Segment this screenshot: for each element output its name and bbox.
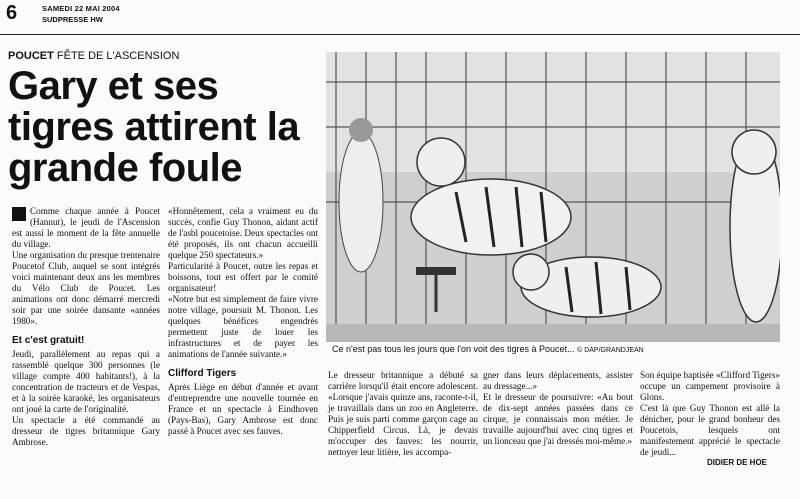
body-paragraph: Un spectacle a été commandé au dresseur de tigres britannique Gary Ambrose. (12, 415, 160, 447)
issue-date: SAMEDI 22 MAI 2004 (42, 4, 120, 13)
subheading-clifford-tigers: Clifford Tigers (168, 368, 237, 379)
lead-paragraph (12, 206, 160, 250)
lead-marker (12, 207, 26, 221)
body-paragraph: Jeudi, parallèlement au repas qui a rassemblé quelque 300 personnes (le village compte 400 habitants!), à la concentration de tracteurs et de Vespas, et à la soirée karaoké, les organisateurs ont joué la carte de l'originalité. (12, 349, 160, 414)
rubric-location: POUCET (8, 50, 54, 62)
lead-text: Comme chaque année à Poucet (Hannut), le jeudi de l'Ascension est aussi le moment de la fête annuelle du village. (12, 206, 160, 249)
body-paragraph: Le dresseur britannique a débuté sa carrière lorsqu'il était encore adolescent. «Lorsque j'avais quinze ans, raconte-t-il, je travaillais dans un zoo en Angleterre. Puis je suis parti comme garçon cage au Chipperfield Circus. Là, je devais m'occuper des fauves: les nourrir, nettoyer leur litière, les accompa- (328, 370, 478, 457)
edition-label: SUDPRESSE HW (42, 15, 103, 24)
body-paragraph: «Notre but est simplement de faire vivre notre village, poursuit M. Thonon. Les quelques bénéfices engendrés permettent juste de louer les infrastructures et de payer les animations de l'année suivante.» (168, 294, 318, 359)
article-photo (326, 52, 780, 342)
photo-caption (332, 344, 780, 354)
section-rubric (8, 50, 179, 62)
body-paragraph: Une organisation du presque trentenaire Poucetof Club, auquel se sont intégrés voici maintenant deux ans les membres du Vélo Club de Poucet. Les animations ont donc démarré mercredi soir par une soirée dansante «années 1980». (12, 250, 160, 326)
page-header (0, 0, 800, 35)
caption-text: Ce n'est pas tous les jours que l'on voit des tigres à Poucet... (332, 344, 575, 354)
photo-credit: © DAP/GRANDJEAN (577, 347, 644, 354)
body-paragraph: gner dans leurs déplacements, assister au dressage...» (483, 370, 633, 391)
body-paragraph: «Honnêtement, cela a vraiment eu du succès, confie Guy Thonon, aidant actif de l'asbl poucetoise. Deux spectacles ont été proposés, ils ont chacun accueilli quelque 250 spectateurs.» (168, 206, 318, 260)
article-column-5 (640, 370, 780, 458)
article-column-3 (328, 370, 478, 458)
body-paragraph: Particularité à Poucet, outre les repas et boissons, tout est offert par le comité organisateur! (168, 261, 318, 293)
article-column-2 (168, 206, 318, 437)
author-byline: DIDIER DE HOE (707, 458, 768, 467)
body-paragraph: C'est là que Guy Thonon est allé la dénicher, pour le grand bonheur des Poucetois, lesquels ont manifestement apprécié le spectacle de jeudi... (640, 403, 780, 457)
page-number: 6 (6, 2, 18, 24)
body-paragraph: Et le dresseur de poursuivre: «Au bout de dix-sept années passées dans ce cirque, je connaissais mon métier. Je travaille aujourd'hui avec cinq tigres et un lionceau que j'ai dressés moi-même.» (483, 392, 633, 446)
article-column-1 (12, 206, 160, 448)
rubric-topic: FÊTE DE L'ASCENSION (56, 50, 180, 62)
article-headline: Gary et ses tigres attirent la grande foule (8, 64, 300, 190)
article-column-4 (483, 370, 633, 447)
tigers-photo-illustration (326, 52, 780, 342)
body-paragraph: Après Liège en début d'année et avant d'entreprendre une nouvelle tournée en France et un spectacle à Eindhoven (Pays-Bas), Gary Ambrose est donc passé à Poucet avec ses fauves. (168, 382, 318, 436)
body-paragraph: Son équipe baptisée «Clifford Tigers» occupe un campement provisoire à Glons. (640, 370, 780, 402)
subheading-gratuit: Et c'est gratuit! (12, 335, 85, 346)
